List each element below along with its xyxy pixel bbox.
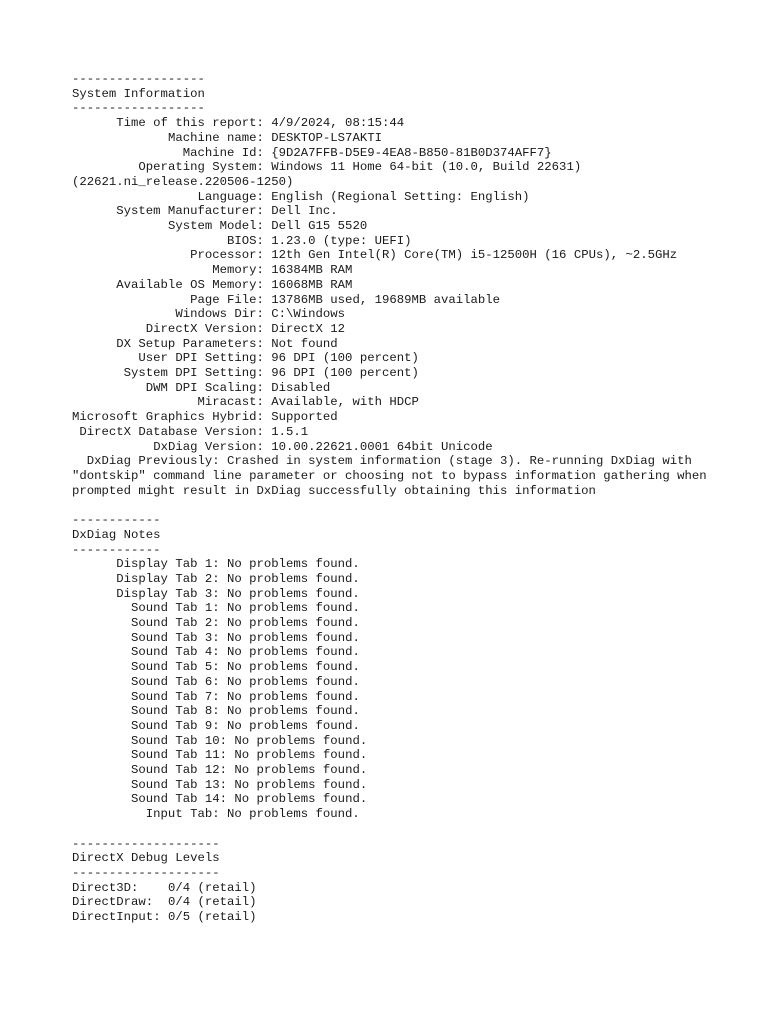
field-label: Machine name <box>72 130 257 145</box>
section-heading: DxDiag Notes <box>72 527 161 542</box>
field-row: System Model: Dell G15 5520 <box>72 219 368 234</box>
dxdiag-previously-note: DxDiag Previously: Crashed in system information (stage 3). Re-running DxDiag with "dontskip" command line parameter or choosing not to bypass information gathering when prompted might result in DxDiag successfully obtaining this information <box>72 454 715 498</box>
field-value: Supported <box>271 410 338 425</box>
note-value: No problems found. <box>227 660 360 675</box>
note-row: Display Tab 3: No problems found. <box>72 586 360 601</box>
field-value: 12th Gen Intel(R) Core(TM) i5-12500H (16 CPUs), ~2.5GHz <box>271 248 678 263</box>
note-label: Sound Tab 4 <box>72 645 213 660</box>
note-label: Sound Tab 14 <box>72 792 220 807</box>
field-value: 1.5.1 <box>271 424 309 439</box>
debug-value: 0/4 (retail) <box>167 895 257 910</box>
debug-value: 0/5 (retail) <box>167 910 257 925</box>
debug-row: DirectDraw: 0/4 (retail) <box>72 895 257 910</box>
field-label: Available OS Memory <box>72 277 257 292</box>
note-value: No problems found. <box>226 571 360 586</box>
field-label: Operating System <box>72 160 257 175</box>
field-row: Windows Dir: C:\Windows <box>72 307 346 322</box>
field-row: Machine name: DESKTOP-LS7AKTI <box>72 130 382 145</box>
note-value: No problems found. <box>226 807 360 822</box>
note-value: No problems found. <box>227 645 360 660</box>
section-heading: System Information <box>72 86 205 101</box>
field-label: Windows Dir <box>72 307 257 322</box>
field-row: Machine Id: {9D2A7FFB-D5E9-4EA8-B850-81B0D374AFF7} <box>72 145 552 160</box>
note-row: Input Tab: No problems found. <box>72 807 360 822</box>
field-label: DWM DPI Scaling <box>72 380 257 395</box>
field-row: DX Setup Parameters: Not found <box>72 336 338 351</box>
note-row: Sound Tab 7: No problems found. <box>72 689 360 704</box>
field-label: DxDiag Version <box>72 439 257 454</box>
note-value: No problems found. <box>234 763 368 778</box>
debug-pad <box>138 881 168 895</box>
section-heading: DirectX Debug Levels <box>72 851 220 866</box>
field-row: BIOS: 1.23.0 (type: UEFI) <box>72 233 412 248</box>
note-row: Sound Tab 13: No problems found. <box>72 777 368 792</box>
note-value: No problems found. <box>227 674 360 689</box>
note-row: Display Tab 1: No problems found. <box>72 557 360 572</box>
note-label: Sound Tab 1 <box>72 601 213 616</box>
note-label: Sound Tab 9 <box>72 718 213 733</box>
field-label: Language <box>72 189 257 204</box>
note-label: Sound Tab 13 <box>72 777 220 792</box>
debug-label: DirectInput <box>72 910 154 925</box>
field-label: System Model <box>72 219 257 234</box>
rule-top: -------------------- <box>72 836 220 851</box>
note-value: No problems found. <box>234 733 368 748</box>
field-value: 16384MB RAM <box>271 263 353 278</box>
note-value: No problems found. <box>227 689 360 704</box>
note-row: Sound Tab 11: No problems found. <box>72 748 368 763</box>
field-label: Memory <box>72 263 257 278</box>
note-label: Display Tab 1 <box>72 557 213 572</box>
note-row: Display Tab 2: No problems found. <box>72 571 360 586</box>
field-row: DirectX Version: DirectX 12 <box>72 321 346 336</box>
note-row: Sound Tab 10: No problems found. <box>72 733 368 748</box>
note-row: Sound Tab 3: No problems found. <box>72 630 360 645</box>
field-row: DxDiag Version: 10.00.22621.0001 64bit Unicode <box>72 439 493 454</box>
field-label: Processor <box>72 248 257 263</box>
field-row: Available OS Memory: 16068MB RAM <box>72 277 353 292</box>
field-value: 1.23.0 (type: UEFI) <box>271 233 412 248</box>
field-row: DirectX Database Version: 1.5.1 <box>72 424 309 439</box>
field-value: 96 DPI (100 percent) <box>271 366 419 381</box>
field-value: Dell Inc. <box>271 204 338 219</box>
note-label: Sound Tab 5 <box>72 660 213 675</box>
report-page <box>72 72 732 925</box>
field-label: Microsoft Graphics Hybrid <box>72 410 257 425</box>
field-label: Miracast <box>72 395 257 410</box>
note-value: No problems found. <box>226 557 360 572</box>
field-row: System Manufacturer: Dell Inc. <box>72 204 338 219</box>
field-row: Memory: 16384MB RAM <box>72 263 353 278</box>
rule-top: ------------ <box>72 513 161 528</box>
note-row: Sound Tab 5: No problems found. <box>72 660 360 675</box>
note-row: Sound Tab 9: No problems found. <box>72 718 360 733</box>
field-value: Not found <box>271 336 338 351</box>
debug-value: 0/4 (retail) <box>167 880 257 895</box>
field-value: English (Regional Setting: English) <box>271 189 530 204</box>
debug-pad <box>153 895 168 909</box>
field-value: 16068MB RAM <box>271 277 353 292</box>
rule-top: ------------------ <box>72 72 205 86</box>
field-value: C:\Windows <box>271 307 346 322</box>
debug-label: DirectDraw <box>72 895 146 910</box>
field-row: Language: English (Regional Setting: English) <box>72 189 530 204</box>
rule-bottom: ------------------ <box>72 101 205 116</box>
note-label: Sound Tab 10 <box>72 733 220 748</box>
debug-label: Direct3D <box>72 880 132 895</box>
note-row: Sound Tab 4: No problems found. <box>72 645 360 660</box>
note-row: Sound Tab 12: No problems found. <box>72 763 368 778</box>
debug-row: DirectInput: 0/5 (retail) <box>72 910 257 925</box>
field-value: Available, with HDCP <box>271 395 419 410</box>
field-label: System Manufacturer <box>72 204 257 219</box>
field-row: Page File: 13786MB used, 19689MB available <box>72 292 501 307</box>
field-label: System DPI Setting <box>72 366 257 381</box>
field-row: Microsoft Graphics Hybrid: Supported <box>72 410 338 425</box>
field-label: BIOS <box>72 233 257 248</box>
field-label: Machine Id <box>72 145 257 160</box>
note-value: No problems found. <box>227 718 360 733</box>
note-label: Sound Tab 12 <box>72 763 220 778</box>
field-label: User DPI Setting <box>72 351 257 366</box>
field-label: DirectX Database Version <box>72 424 257 439</box>
field-value: 10.00.22621.0001 64bit Unicode <box>271 439 493 454</box>
note-label: Sound Tab 3 <box>72 630 213 645</box>
field-label: Page File <box>72 292 257 307</box>
note-row: Sound Tab 2: No problems found. <box>72 616 360 631</box>
debug-row: Direct3D: 0/4 (retail) <box>72 880 257 895</box>
field-row: Processor: 12th Gen Intel(R) Core(TM) i5-12500H (16 CPUs), ~2.5GHz <box>72 248 678 263</box>
field-value: 96 DPI (100 percent) <box>271 351 419 366</box>
note-row: Sound Tab 8: No problems found. <box>72 704 360 719</box>
note-value: No problems found. <box>227 630 360 645</box>
field-label: DirectX Version <box>72 321 257 336</box>
field-row: Time of this report: 4/9/2024, 08:15:44 <box>72 116 405 131</box>
field-value: {9D2A7FFB-D5E9-4EA8-B850-81B0D374AFF7} <box>271 145 552 160</box>
field-row: Miracast: Available, with HDCP <box>72 395 419 410</box>
note-value: No problems found. <box>234 748 368 763</box>
rule-bottom: -------------------- <box>72 865 220 880</box>
note-value: No problems found. <box>227 616 360 631</box>
note-row: Sound Tab 14: No problems found. <box>72 792 368 807</box>
field-value: 13786MB used, 19689MB available <box>271 292 501 307</box>
note-value: No problems found. <box>227 601 360 616</box>
field-value: Dell G15 5520 <box>271 219 368 234</box>
note-value: No problems found. <box>227 704 360 719</box>
note-value: No problems found. <box>234 777 368 792</box>
dxdiag-report <box>72 72 732 925</box>
field-value: 4/9/2024, 08:15:44 <box>271 116 405 131</box>
note-row: Sound Tab 1: No problems found. <box>72 601 360 616</box>
field-value: Disabled <box>271 380 331 395</box>
debug-pad <box>161 910 168 924</box>
field-row: User DPI Setting: 96 DPI (100 percent) <box>72 351 419 366</box>
field-value: Windows 11 Home 64-bit (10.0, Build 22631) (22621.ni_release.220506-1250) <box>72 160 589 189</box>
field-row: Operating System: Windows 11 Home 64-bit (10.0, Build 22631) (22621.ni_release.220506-1250) <box>72 160 589 189</box>
note-label: Sound Tab 7 <box>72 689 213 704</box>
field-label: DX Setup Parameters <box>72 336 257 351</box>
note-label: Sound Tab 8 <box>72 704 213 719</box>
note-label: Sound Tab 6 <box>72 674 213 689</box>
note-label: Sound Tab 2 <box>72 616 213 631</box>
field-value: DESKTOP-LS7AKTI <box>271 130 382 145</box>
note-row: Sound Tab 6: No problems found. <box>72 674 360 689</box>
rule-bottom: ------------ <box>72 542 161 557</box>
note-value: No problems found. <box>226 586 360 601</box>
note-label: Sound Tab 11 <box>72 748 220 763</box>
field-value: DirectX 12 <box>271 321 346 336</box>
note-label: Display Tab 2 <box>72 571 213 586</box>
note-label: Display Tab 3 <box>72 586 213 601</box>
note-label: Input Tab <box>72 807 213 822</box>
note-value: No problems found. <box>234 792 368 807</box>
field-label: Time of this report <box>72 116 257 131</box>
field-row: System DPI Setting: 96 DPI (100 percent) <box>72 366 419 381</box>
field-row: DWM DPI Scaling: Disabled <box>72 380 331 395</box>
